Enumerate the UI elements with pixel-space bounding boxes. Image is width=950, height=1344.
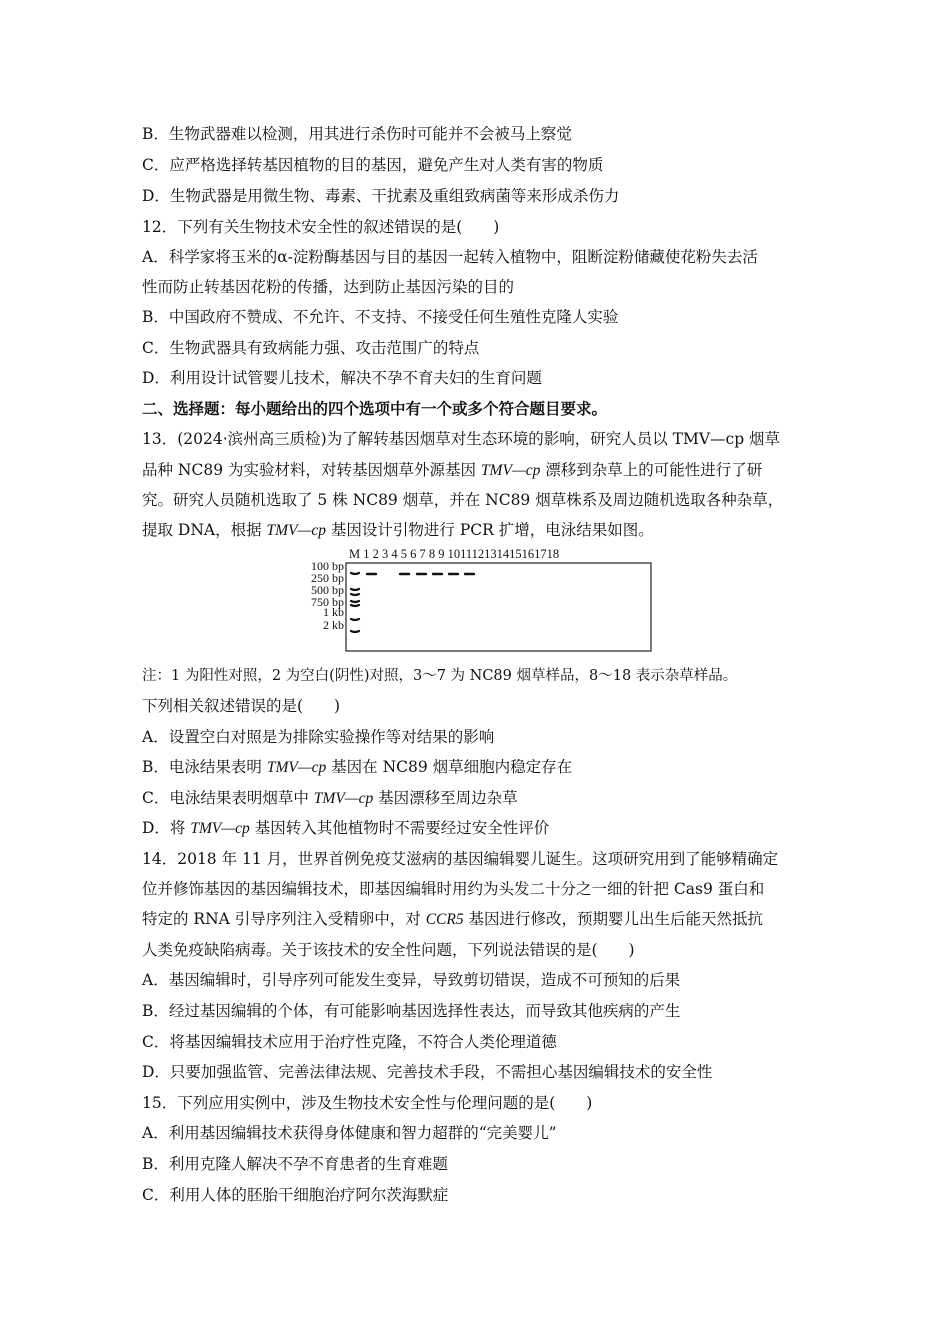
q13-stem-line4: 提取 DNA，根据 TMV—cp 基因设计引物进行 PCR 扩增，电泳结果如图。 (142, 521, 654, 539)
q15-stem: 15．下列应用实例中，涉及生物技术安全性与伦理问题的是( ) (142, 1094, 593, 1112)
q11-option-d: D．生物武器是用微生物、毒素、干扰素及重组致病菌等来形成杀伤力 (142, 187, 620, 205)
marker-band (351, 601, 359, 602)
marker-band (351, 589, 359, 590)
q11-option-b: B．生物武器难以检测，用其进行杀伤时可能并不会被马上察觉 (142, 125, 572, 143)
q13-ask: 下列相关叙述错误的是( ) (142, 697, 341, 715)
q15-option-a: A．利用基因编辑技术获得身体健康和智力超群的“完美婴儿” (142, 1124, 557, 1142)
q15-option-c: C．利用人体的胚胎干细胞治疗阿尔茨海默症 (142, 1186, 449, 1204)
marker-band (351, 605, 359, 606)
marker-label: 500 bp (311, 583, 344, 597)
gel-figure (288, 543, 660, 655)
q13-stem-line3: 究。研究人员随机选取了 5 株 NC89 烟草，并在 NC89 烟草株系及周边随机选取各种杂草， (142, 491, 784, 509)
q12-option-c: C．生物武器具有致病能力强、攻击范围广的特点 (142, 339, 480, 357)
q14-stem-line1: 14．2018 年 11 月，世界首例免疫艾滋病的基因编辑婴儿诞生。这项研究用到了能够精确定 (142, 850, 779, 868)
gene-name: TMV—cp (266, 522, 326, 539)
q14-stem-line2: 位并修饰基因的基因编辑技术，即基因编辑时用约为头发二十分之一细的针把 Cas9 蛋白和 (142, 880, 765, 898)
q14-option-b: B．经过基因编辑的个体，有可能影响基因选择性表达，而导致其他疾病的产生 (142, 1002, 681, 1020)
q14-option-a: A．基因编辑时，引导序列可能发生变异，导致剪切错误，造成不可预知的后果 (142, 971, 681, 989)
gene-name: CCR5 (425, 911, 464, 928)
q13-option-b: B．电泳结果表明 TMV—cp 基因在 NC89 烟草细胞内稳定存在 (142, 758, 573, 776)
marker-label: 1 kb (323, 605, 344, 619)
q12-option-b: B．中国政府不赞成、不允许、不支持、不接受任何生殖性克隆人实验 (142, 308, 619, 326)
gel-frame (346, 563, 651, 651)
marker-label: 100 bp (311, 559, 344, 573)
q14-stem-line4: 人类免疫缺陷病毒。关于该技术的安全性问题，下列说法错误的是( ) (142, 941, 635, 959)
q13-option-d: D．将 TMV—cp 基因转入其他植物时不需要经过安全性评价 (142, 819, 550, 837)
marker-label: 750 bp (311, 595, 344, 609)
q14-option-d: D．只要加强监管、完善法律法规、完善技术手段，不需担心基因编辑技术的安全性 (142, 1063, 713, 1081)
marker-band (351, 594, 359, 595)
q13-note: 注：1 为阳性对照，2 为空白(阴性)对照，3～7 为 NC89 烟草样品，8～18 表示杂草样品。 (142, 668, 738, 684)
marker-band (351, 619, 359, 620)
marker-band (351, 631, 359, 632)
q14-stem-line3: 特定的 RNA 引导序列注入受精卵中，对 CCR5 基因进行修改，预期婴儿出生后能天然抵抗 (142, 910, 764, 928)
gene-name: TMV—cp (480, 462, 541, 479)
q13-option-c: C．电泳结果表明烟草中 TMV—cp 基因漂移至周边杂草 (142, 789, 518, 807)
q13-stem-line1: 13．(2024·滨州高三质检)为了解转基因烟草对生态环境的影响，研究人员以 TMV—cp 烟草 (142, 430, 781, 448)
lane-header: M 1 2 3 4 5 6 7 8 9 101112131415161718 (349, 547, 560, 561)
gene-name: TMV—cp (266, 759, 327, 776)
marker-band (351, 573, 359, 574)
q13-option-a: A．设置空白对照是为排除实验操作等对结果的影响 (142, 728, 495, 746)
gel-image (288, 543, 660, 655)
marker-label: 250 bp (311, 571, 344, 585)
q12-option-a-line2: 性而防止转基因花粉的传播，达到防止基因污染的目的 (142, 278, 515, 296)
q14-option-c: C．将基因编辑技术应用于治疗性克隆，不符合人类伦理道德 (142, 1033, 557, 1051)
marker-label: 2 kb (323, 618, 344, 632)
q12-option-d: D．利用设计试管婴儿技术，解决不孕不育夫妇的生育问题 (142, 369, 542, 387)
q13-stem-line2: 品种 NC89 为实验材料，对转基因烟草外源基因 TMV—cp 漂移到杂草上的可能性进行了研 (142, 461, 763, 479)
q11-option-c: C．应严格选择转基因植物的目的基因，避免产生对人类有害的物质 (142, 156, 604, 174)
q12-option-a-line1: A．科学家将玉米的α-淀粉酶基因与目的基因一起转入植物中，阻断淀粉储藏使花粉失去活 (142, 248, 758, 266)
section-heading: 二、选择题：每小题给出的四个选项中有一个或多个符合题目要求。 (142, 399, 608, 418)
gene-name: TMV—cp (313, 790, 374, 807)
q15-option-b: B．利用克隆人解决不孕不育患者的生育难题 (142, 1155, 448, 1173)
gene-name: TMV—cp (190, 820, 250, 837)
q12-stem: 12．下列有关生物技术安全性的叙述错误的是( ) (142, 218, 500, 236)
